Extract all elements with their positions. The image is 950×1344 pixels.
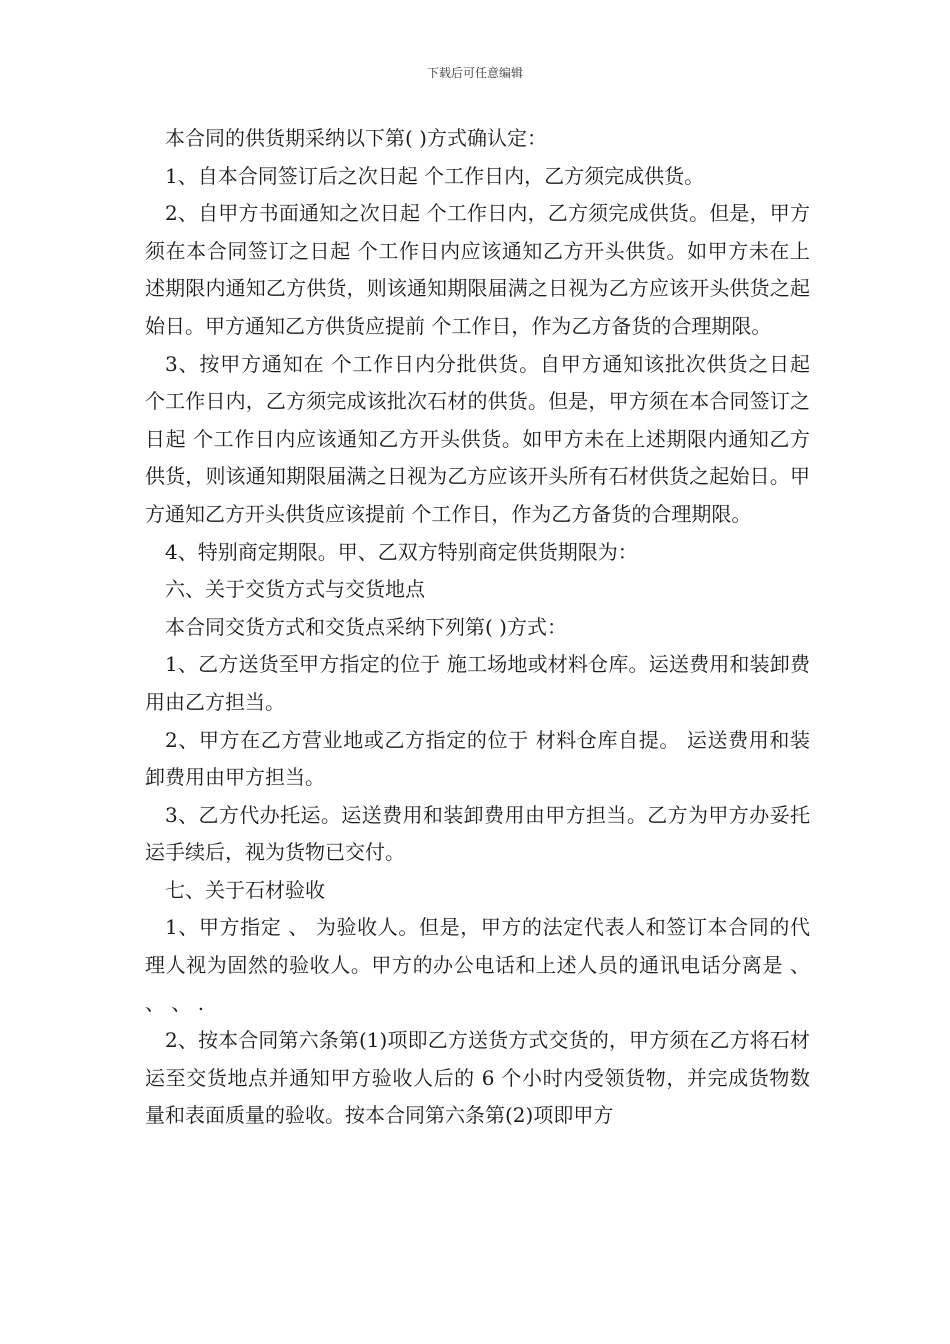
section-heading-acceptance: 七、关于石材验收 [165, 877, 325, 902]
paragraph-supply-period-intro: 本合同的供货期采纳以下第( )方式确认定： [165, 126, 547, 150]
section-heading-delivery: 六、关于交货方式与交货地点 [165, 577, 425, 602]
paragraph-delivery-intro: 本合同交货方式和交货点采纳下列第( )方式： [165, 614, 567, 639]
paragraph-supply-option-4: 4、特别商定期限。甲、乙双方特别商定供货期限为： [165, 539, 638, 564]
paragraph-delivery-option-2: 2、甲方在乙方营业地或乙方指定的位于 材料仓库自提。 运送费用和装卸费用由甲方担当。 [145, 727, 810, 790]
paragraph-delivery-option-1: 1、乙方送货至甲方指定的位于 施工场地或材料仓库。运送费用和装卸费用由乙方担当。 [145, 652, 810, 714]
document-body [145, 120, 810, 1135]
paragraph-acceptance-2: 2、按本合同第六条第(1)项即乙方送货方式交货的，甲方须在乙方将石材运至交货地点并通知甲方验收人后的 6 个小时内受领货物，并完成货物数量和表面质量的验收。按本合同第六条第(2)项即甲方 [145, 1028, 810, 1128]
paragraph-acceptance-1: 1、甲方指定 、 为验收人。但是，甲方的法定代表人和签订本合同的代理人视为固然的验收人。甲方的办公电话和上述人员的通讯电话分离是 、 、 、 . [145, 915, 810, 1015]
page-header: 下载后可任意编辑 [426, 66, 523, 80]
paragraph-supply-option-2: 2、自甲方书面通知之次日起 个工作日内，乙方须完成供货。但是，甲方须在本合同签订之日起 个工作日内应该通知乙方开头供货。如甲方未在上述期限内通知乙方供货，则该通知期限届满之日视为乙方应该开头供货之起始日。甲方通知乙方供货应提前 个工作日，作为乙方备货的合理期限。 [145, 201, 810, 338]
paragraph-delivery-option-3: 3、乙方代办托运。运送费用和装卸费用由甲方担当。乙方为甲方办妥托运手续后，视为货物已交付。 [145, 802, 810, 865]
paragraph-supply-option-3: 3、按甲方通知在 个工作日内分批供货。自甲方通知该批次供货之日起 个工作日内，乙方须完成该批次石材的供货。但是，甲方须在本合同签订之日起 个工作日内应该通知乙方开头供货。如甲方未在上述期限内通知乙方供货，则该通知期限届满之日视为乙方应该开头所有石材供货之起始日。甲方通知乙方开头供货应该提前 个工作日，作为乙方备货的合理期限。 [145, 351, 810, 526]
paragraph-supply-option-1: 1、自本合同签订后之次日起 个工作日内，乙方须完成供货。 [165, 163, 705, 188]
